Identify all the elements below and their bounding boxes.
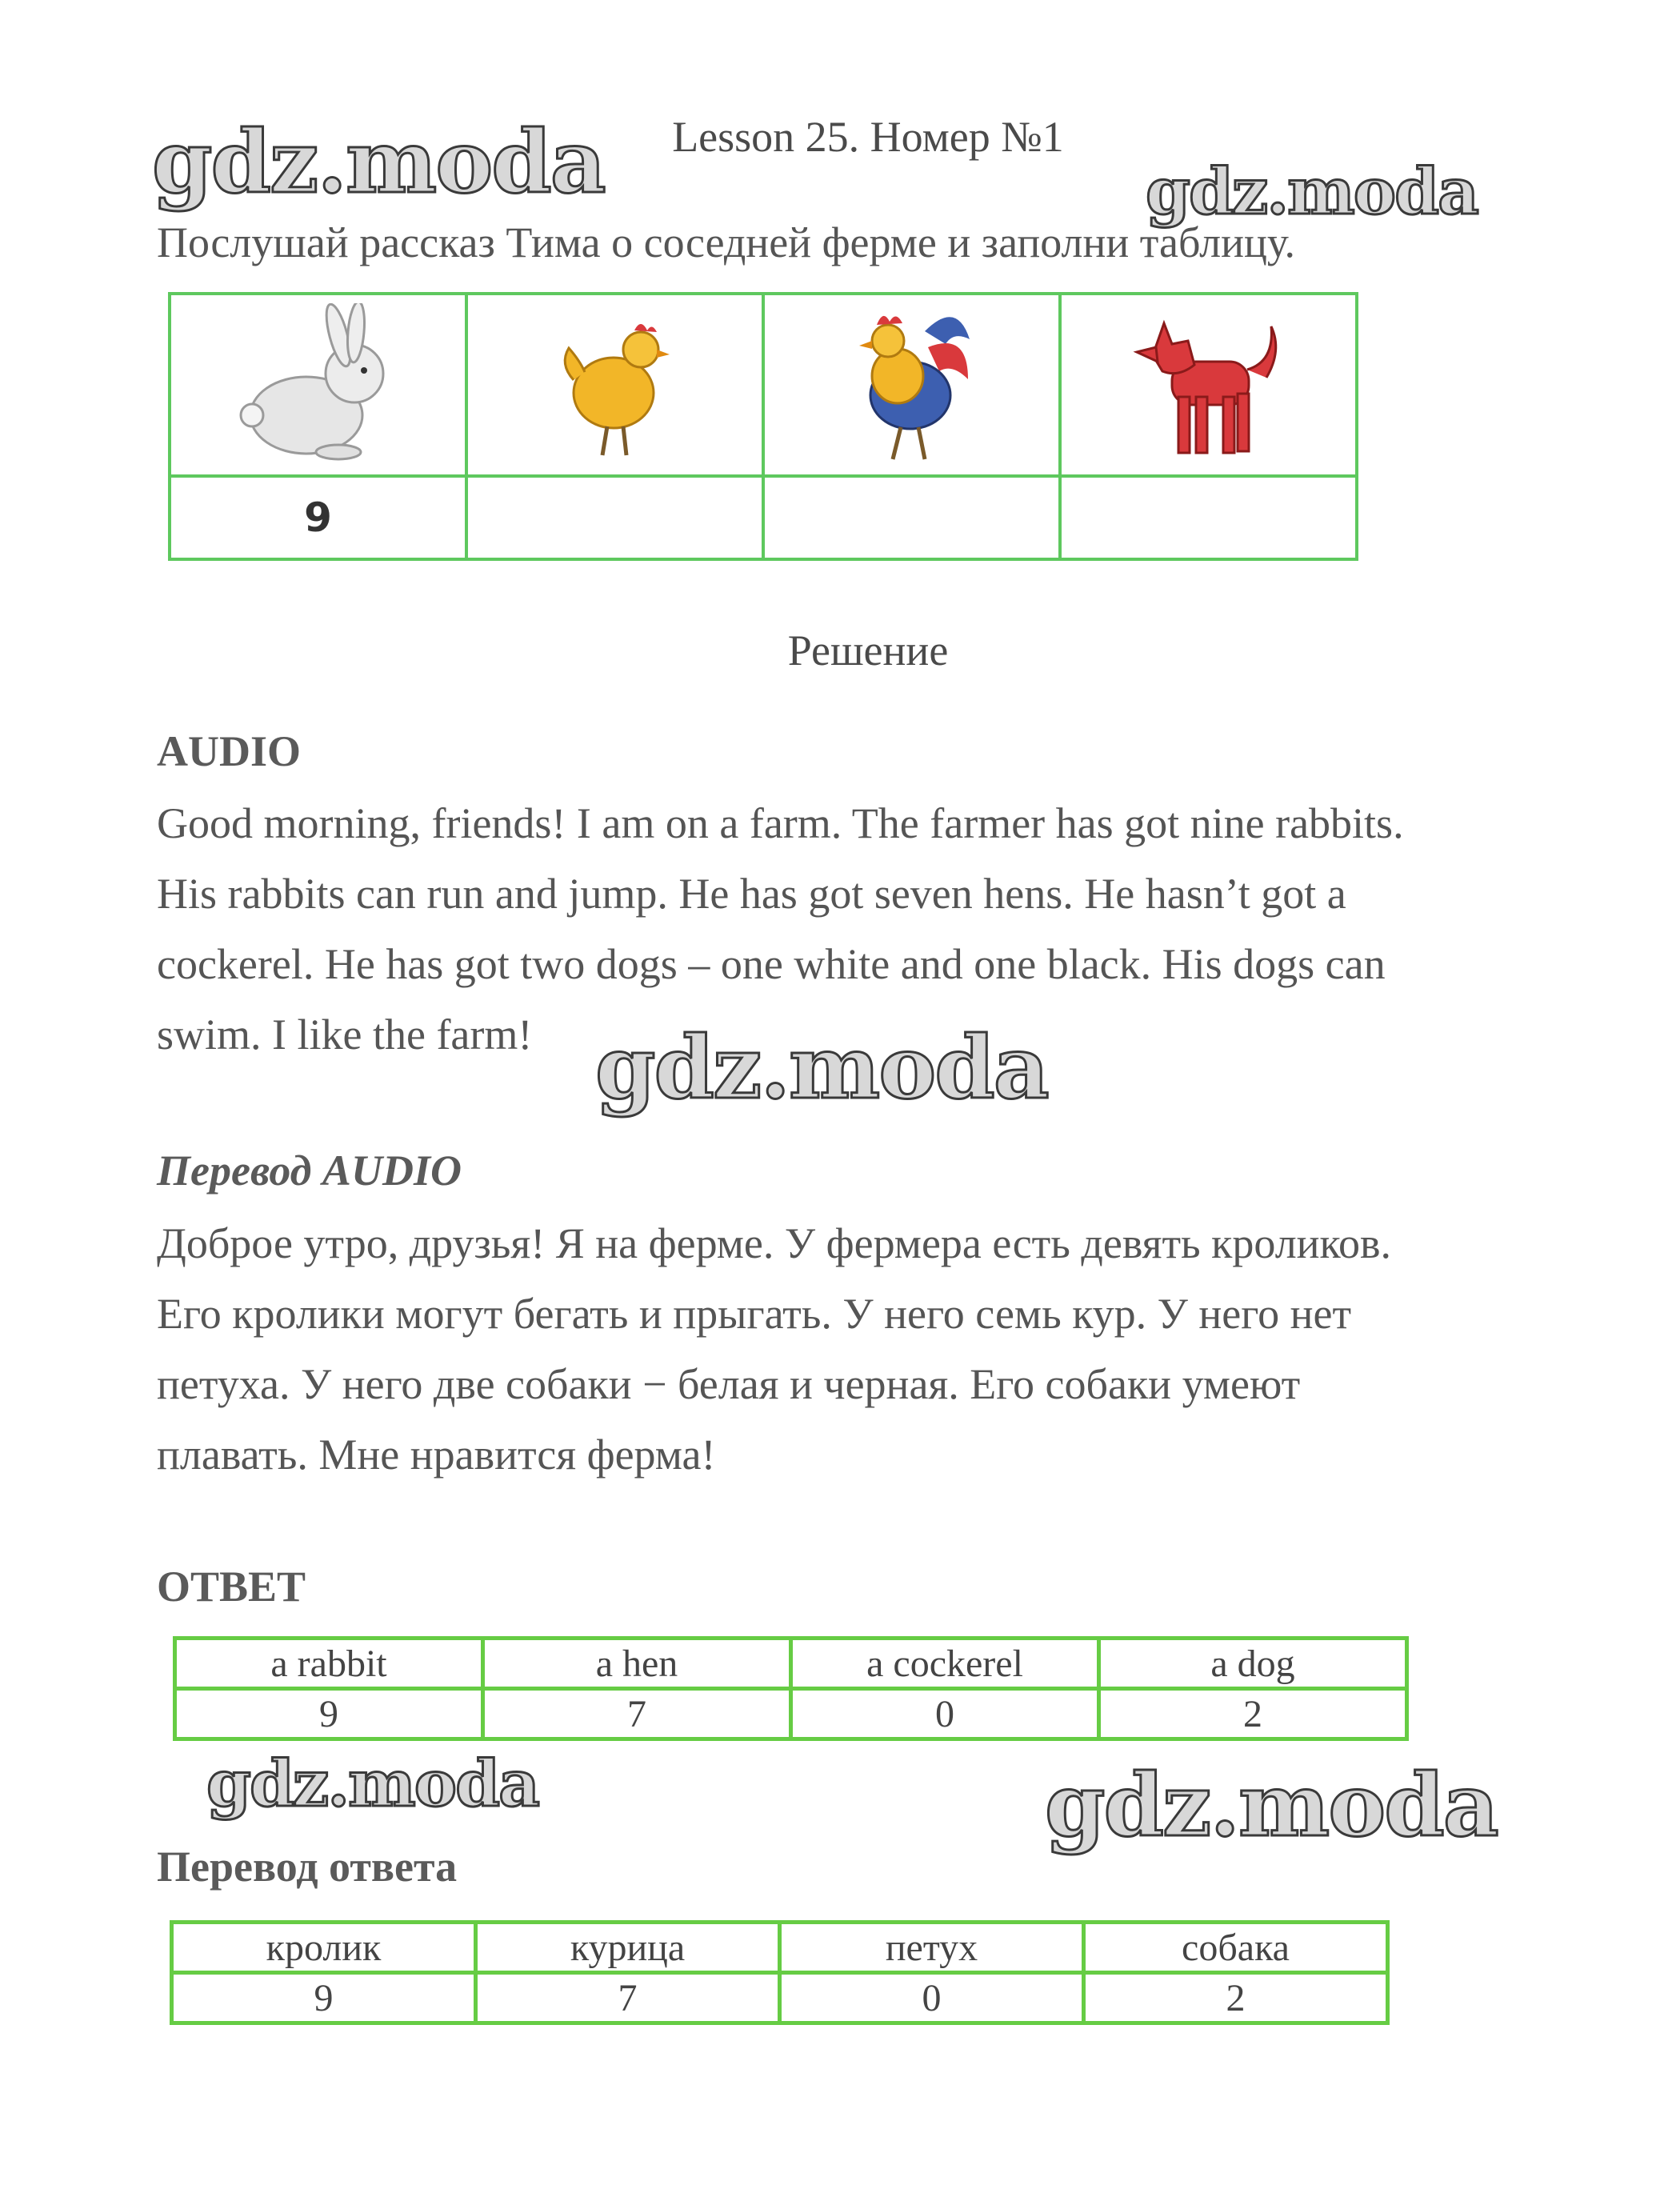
task-instruction: Послушай рассказ Тима о соседней ферме и заполни таблицу. (157, 218, 1295, 266)
answer-translation-header: курица (476, 1923, 780, 1973)
answer-translation-heading: Перевод ответа (157, 1843, 458, 1891)
answer-translation-value: 2 (1084, 1973, 1388, 2023)
answer-translation-header: петух (780, 1923, 1084, 1973)
answer-header: a rabbit (175, 1639, 483, 1689)
page-title: Lesson 25. Номер №1 (672, 113, 1064, 161)
audio-line: swim. I like the farm! (157, 1010, 533, 1058)
translation-line: петуха. У него две собаки − белая и черная. Его собаки умеют (157, 1360, 1301, 1408)
answer-header: a dog (1099, 1639, 1407, 1689)
answer-table (173, 1636, 1409, 1741)
watermark: gdz.moda (595, 1018, 1048, 1119)
task-cell-hen (466, 294, 763, 476)
answer-value: 0 (791, 1689, 1099, 1739)
rabbit-icon (234, 303, 402, 463)
answer-value: 9 (175, 1689, 483, 1739)
watermark: gdz.moda (1045, 1755, 1498, 1856)
task-value (763, 476, 1060, 559)
translation-heading: Перевод AUDIO (157, 1147, 462, 1195)
audio-text (157, 788, 1565, 1070)
task-value: 9 (170, 476, 466, 559)
answer-value: 2 (1099, 1689, 1407, 1739)
task-table (168, 292, 1358, 561)
watermark: gdz.moda (206, 1746, 538, 1821)
task-value (466, 476, 763, 559)
translation-text (157, 1208, 1565, 1490)
answer-heading: ОТВЕТ (157, 1563, 306, 1611)
answer-value: 7 (483, 1689, 791, 1739)
audio-line: His rabbits can run and jump. He has got seven hens. He hasn’t got a (157, 870, 1346, 918)
answer-header: a cockerel (791, 1639, 1099, 1689)
translation-line: плавать. Мне нравится ферма! (157, 1431, 716, 1479)
answer-translation-table (170, 1920, 1390, 2025)
cockerel-icon (848, 299, 976, 467)
solution-label: Решение (787, 626, 949, 674)
watermark: gdz.moda (152, 112, 605, 213)
translation-line: Его кролики могут бегать и прыгать. У него семь кур. У него нет (157, 1290, 1352, 1338)
answer-translation-header: собака (1084, 1923, 1388, 1973)
task-cell-rabbit (170, 294, 466, 476)
answer-header: a hen (483, 1639, 791, 1689)
hen-icon (551, 303, 679, 463)
translation-line: Доброе утро, друзья! Я на ферме. У фермера есть девять кроликов. (157, 1219, 1392, 1267)
answer-translation-value: 7 (476, 1973, 780, 2023)
audio-line: cockerel. He has got two dogs – one white and one black. His dogs can (157, 940, 1386, 988)
audio-line: Good morning, friends! I am on a farm. The farmer has got nine rabbits. (157, 799, 1404, 847)
watermark: gdz.moda (1146, 154, 1478, 229)
dog-icon (1129, 299, 1289, 467)
audio-heading: AUDIO (157, 727, 302, 775)
answer-translation-value: 9 (172, 1973, 476, 2023)
task-cell-dog (1060, 294, 1357, 476)
task-cell-cockerel (763, 294, 1060, 476)
answer-translation-value: 0 (780, 1973, 1084, 2023)
task-value (1060, 476, 1357, 559)
answer-translation-header: кролик (172, 1923, 476, 1973)
